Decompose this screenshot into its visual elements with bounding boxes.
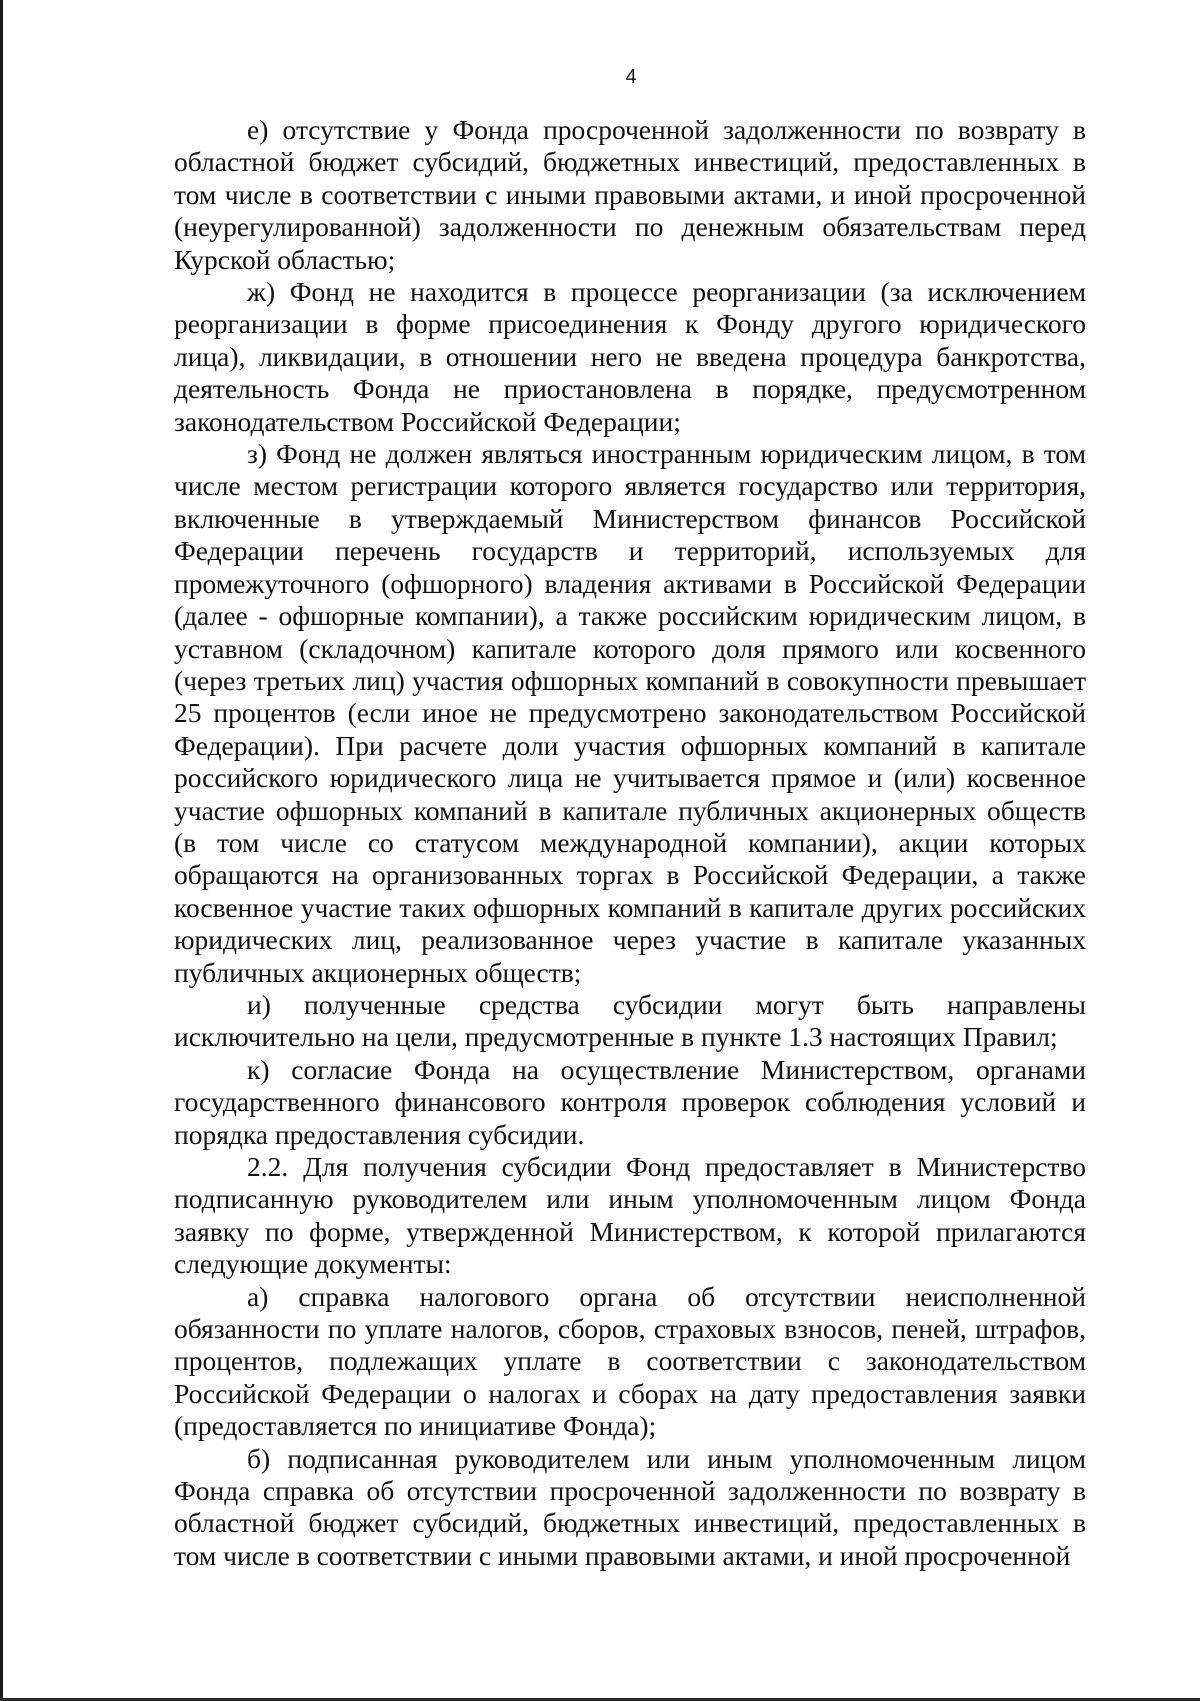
paragraph-clause-2-2: 2.2. Для получения субсидии Фонд предоставляет в Министерство подписанную руководителем или иным уполномоченным лицом Фонда заявку по форме, утвержденной Министерством, к которой прилагаются следующие документы: [174, 1151, 1086, 1280]
paragraph-item-z: з) Фонд не должен являться иностранным юридическим лицом, в том числе местом регистрации которого является государство или территория, включенные в утверждаемый Министерством финансов Российской Федерации перечень государств и территорий, используемых для промежуточного (офшорного) владения активами в Российской Федерации (далее - офшорные компании), а также российским юридическим лицом, в уставном (складочном) капитале которого доля прямого или косвенного (через третьих лиц) участия офшорных компаний в совокупности превышает 25 процентов (если иное не предусмотрено законодательством Российской Федерации). При расчете доли участия офшорных компаний в капитале российского юридического лица не учитывается прямое и (или) косвенное участие офшорных компаний в капитале публичных акционерных обществ (в том числе со статусом международной компании), акции которых обращаются на организованных торгах в Российской Федерации, а также косвенное участие таких офшорных компаний в капитале других российских юридических лиц, реализованное через участие в капитале указанных публичных акционерных обществ; [174, 438, 1086, 988]
page-number: 4 [625, 66, 637, 88]
paragraph-item-a: а) справка налогового органа об отсутствии неисполненной обязанности по уплате налогов, сборов, страховых взносов, пеней, штрафов, процентов, подлежащих уплате в соответствии с законодательством Российской Федерации о налогах и сборах на дату предоставления заявки (предоставляется по инициативе Фонда); [174, 1280, 1086, 1442]
paragraph-item-zh: ж) Фонд не находится в процессе реорганизации (за исключением реорганизации в форме присоединения к Фонду другого юридического лица), ликвидации, в отношении него не введена процедура банкротства, деятельность Фонда не приостановлена в порядке, предусмотренном законодательством Российской Федерации; [174, 276, 1086, 437]
paragraph-item-i: и) полученные средства субсидии могут быть направлены исключительно на цели, предусмотренные в пункте 1.3 настоящих Правил; [174, 988, 1086, 1053]
scan-edge-left [0, 0, 3, 1701]
document-body [174, 114, 1086, 1572]
paragraph-item-b: б) подписанная руководителем или иным уполномоченным лицом Фонда справка об отсутствии просроченной задолженности по возврату в областной бюджет субсидий, бюджетных инвестиций, предоставленных в том числе в соответствии с иными правовыми актами, и иной просроченной [174, 1442, 1086, 1571]
paragraph-item-e: е) отсутствие у Фонда просроченной задолженности по возврату в областной бюджет субсидий, бюджетных инвестиций, предоставленных в том числе в соответствии с иными правовыми актами, и иной просроченной (неурегулированной) задолженности по денежным обязательствам перед Курской областью; [174, 114, 1086, 275]
paragraph-item-k: к) согласие Фонда на осуществление Министерством, органами государственного финансового контроля проверок соблюдения условий и порядка предоставления субсидии. [174, 1053, 1086, 1150]
